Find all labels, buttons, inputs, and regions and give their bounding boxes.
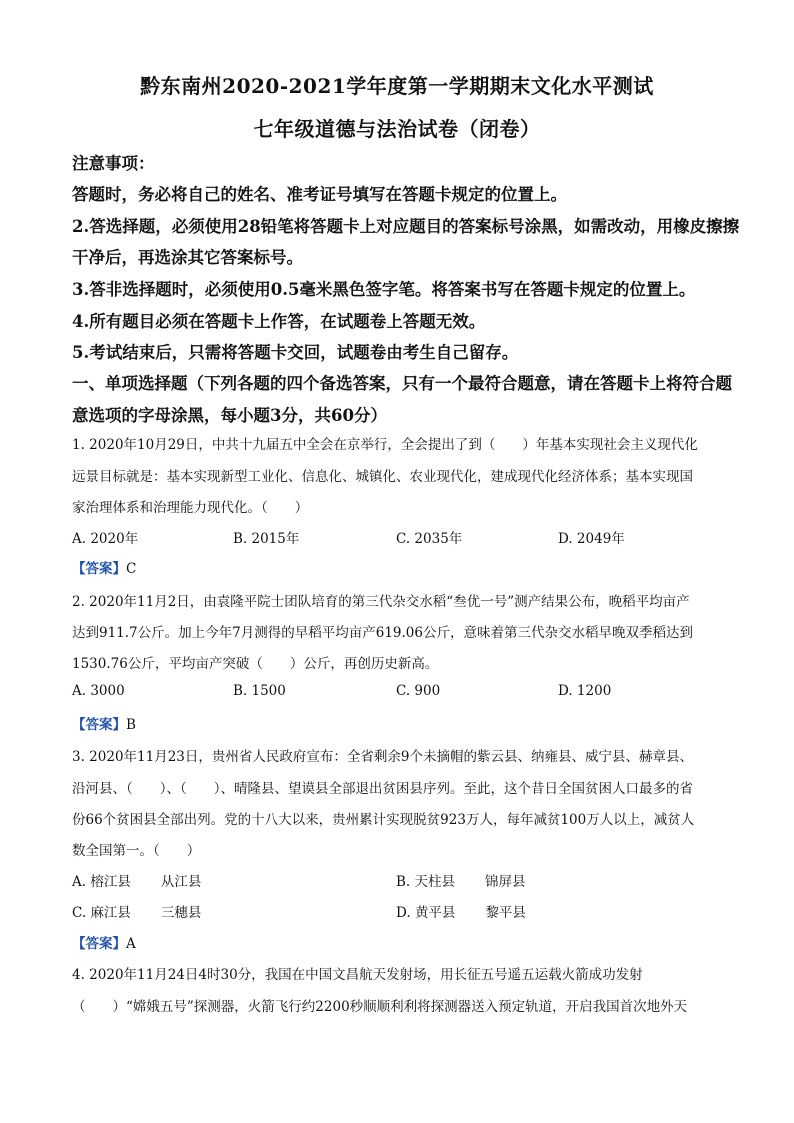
- question-1-option-a: A. 2020年: [72, 531, 139, 547]
- question-1-option-c: C. 2035年: [396, 531, 463, 547]
- notice-item: 2.答选择题，必须使用28铅笔将答题卡上对应题目的答案标号涂黑，如需改动，用橡皮擦擦: [72, 217, 740, 236]
- question-1-text: 1. 2020年10月29日，中共十九届五中全会在京举行，全会提出了到（ ）年基本实现社会主义现代化: [72, 437, 698, 453]
- question-2-option-b: B. 1500: [233, 683, 286, 699]
- notice-item: 5.考试结束后，只需将答题卡交回，试题卷由考生自己留存。: [72, 343, 519, 362]
- question-2-text: 2. 2020年11月2日，由袁隆平院士团队培育的第三代杂交水稻“叁优一号”测产结果公布，晚稻平均亩产: [72, 594, 690, 610]
- question-1-option-d: D. 2049年: [558, 531, 625, 547]
- question-3-option-c: C. 麻江县 三穗县: [72, 905, 202, 921]
- answer-value: A: [126, 936, 136, 952]
- notice-item: 干净后，再选涂其它答案标号。: [72, 248, 303, 267]
- answer-tag: 【答案】: [72, 561, 126, 577]
- exam-subtitle: 七年级道德与法治试卷（闭卷）: [253, 117, 541, 141]
- section-heading: 意选项的字母涂黑，每小题3分，共60分）: [72, 406, 387, 425]
- notice-item: 3.答非选择题时，必须使用0.5毫米黑色签字笔。将答案书写在答题卡规定的位置上。: [72, 280, 696, 299]
- answer-value: B: [126, 717, 136, 733]
- question-1-option-b: B. 2015年: [233, 531, 300, 547]
- question-3-option-b: B. 天柱县 锦屏县: [396, 874, 526, 890]
- section-heading: 一、单项选择题（下列各题的四个备选答案，只有一个最符合题意，请在答题卡上将符合题: [72, 374, 732, 393]
- notice-item: 4.所有题目必须在答题卡上作答，在试题卷上答题无效。: [72, 312, 486, 331]
- exam-title: 黔东南州2020-2021学年度第一学期期末文化水平测试: [140, 74, 654, 98]
- question-1-text: 家治理体系和治理能力现代化。（ ）: [72, 500, 309, 516]
- question-2-option-c: C. 900: [396, 683, 441, 699]
- answer-value: C: [126, 561, 137, 577]
- question-2-option-a: A. 3000: [72, 683, 125, 699]
- question-1-answer: [72, 557, 136, 577]
- notice-item: 答题时，务必将自己的姓名、准考证号填写在答题卡规定的位置上。: [72, 185, 567, 204]
- question-3-text: 沿河县、（ ）、（ ）、晴隆县、望谟县全部退出贫困县序列。至此，这个昔日全国贫困人口最多的省: [72, 781, 693, 797]
- question-3-text: 3. 2020年11月23日，贵州省人民政府宣布：全省剩余9个未摘帽的紫云县、纳雍县、威宁县、赫章县、: [72, 749, 693, 765]
- question-2-answer: [72, 713, 136, 733]
- question-2-text: 达到911.7公斤。加上今年7月测得的早稻平均亩产619.06公斤，意味着第三代杂交水稻早晚双季稻达到: [72, 625, 693, 641]
- answer-tag: 【答案】: [72, 717, 126, 733]
- notice-heading: 注意事项：: [72, 154, 155, 173]
- question-2-text: 1530.76公斤，平均亩产突破（ ）公斤，再创历史新高。: [72, 656, 439, 672]
- question-3-option-a: A. 榕江县 从江县: [72, 874, 202, 890]
- question-4-text: （ ）“嫦娥五号”探测器，火箭飞行约2200秒顺顺利利将探测器送入预定轨道，开启我国首次地外天: [72, 999, 688, 1015]
- question-3-text: 数全国第一。（ ）: [72, 843, 201, 859]
- answer-tag: 【答案】: [72, 936, 126, 952]
- question-2-option-d: D. 1200: [558, 683, 612, 699]
- question-1-text: 远景目标就是：基本实现新型工业化、信息化、城镇化、农业现代化，建成现代化经济体系；基本实现国: [72, 469, 693, 485]
- question-3-option-d: D. 黄平县 黎平县: [396, 905, 526, 921]
- question-3-text: 份66个贫困县全部出列。党的十八大以来，贵州累计实现脱贫923万人，每年减贫100万人以上，减贫人: [72, 812, 695, 828]
- question-4-text: 4. 2020年11月24日4时30分，我国在中国文昌航天发射场，用长征五号遥五运载火箭成功发射: [72, 967, 643, 983]
- question-3-answer: [72, 932, 136, 952]
